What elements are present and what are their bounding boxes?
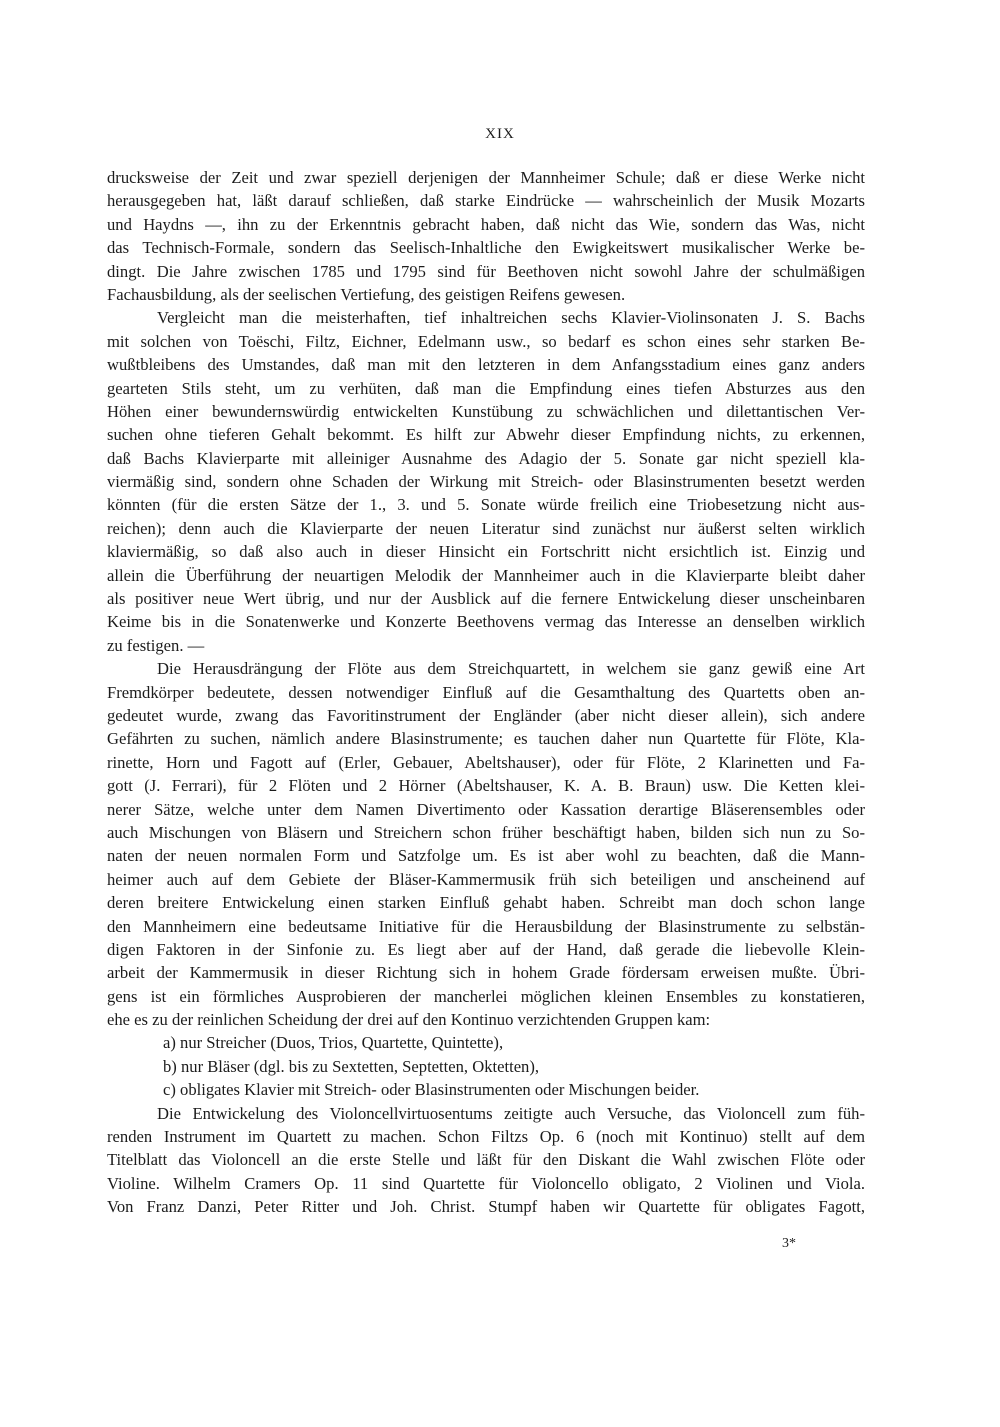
text-line: zu festigen. —	[107, 635, 205, 655]
text-line: den Mannheimern eine bedeutsame Initiative für die Herausbildung der Blasinstrumente zu selbstän-	[107, 916, 865, 936]
text-line: Die Entwickelung des Violoncellvirtuosentums zeitigte auch Versuche, das Violoncell zum füh-	[157, 1103, 865, 1123]
text-line: digen Faktoren in der Sinfonie zu. Es liegt aber auf der Hand, daß gerade die liebevolle Klein-	[107, 939, 865, 959]
text-line: naten der neuen normalen Form und Satzfolge um. Es ist aber wohl zu beachten, daß die Mann-	[107, 846, 865, 866]
text-line: und Haydns —, ihn zu der Erkenntnis gebracht haben, daß nicht das Wie, sondern das Was, nicht	[107, 214, 865, 234]
list-item: c) obligates Klavier mit Streich- oder Blasinstrumenten oder Mischungen beider.	[163, 1080, 700, 1100]
text-line: renden Instrument im Quartett zu machen. Schon Filtzs Op. 6 (noch mit Kontinuo) stellt auf dem	[107, 1127, 865, 1147]
text-line: dingt. Die Jahre zwischen 1785 und 1795 sind für Beethoven nicht sowohl Jahre der schulmäßigen	[107, 261, 865, 281]
text-line: Höhen einer bewundernswürdig entwickelten Kunstübung zu schwächlichen und dilettantischen Ver-	[107, 401, 865, 421]
text-line: daß Bachs Klavierparte mit alleiniger Ausnahme des Adagio der 5. Sonate gar nicht speziell kla-	[107, 448, 865, 468]
text-line: als positiver neue Wert übrig, und nur der Ausblick auf die fernere Entwickelung dieser unscheinbaren	[107, 589, 865, 609]
text-line: gott (J. Ferrari), für 2 Flöten und 2 Hörner (Abeltshauser, K. A. B. Braun) usw. Die Ketten klei-	[107, 776, 865, 796]
paragraph-2	[107, 306, 865, 657]
text-line: rinette, Horn und Fagott auf (Erler, Gebauer, Abeltshauser), oder für Flöte, 2 Klarinetten und Fa-	[107, 752, 865, 772]
text-line: Fremdkörper bedeutete, dessen notwendiger Einfluß auf die Gesamthaltung des Quartetts oben an-	[107, 682, 865, 702]
text-line: Vergleicht man die meisterhaften, tief inhaltreichen sechs Klavier-Violinsonaten J. S. Bachs	[157, 308, 865, 328]
text-line: Von Franz Danzi, Peter Ritter und Joh. Christ. Stumpf haben wir Quartette für obligates Fagott,	[107, 1197, 865, 1217]
page-number: XIX	[485, 126, 515, 142]
text-line: reichen); denn auch die Klavierparte der neuen Literatur sind zunächst nur äußerst selten wirklich	[107, 518, 865, 538]
text-line: gedeutet wurde, zwang das Favoritinstrument der Engländer (aber nicht dieser allein), sich andere	[107, 705, 865, 725]
text-line: viermäßig sind, sondern ohne Schaden der Wirkung mit Streich- oder Blasinstrumenten besetzt werden	[107, 472, 865, 492]
list-item: b) nur Bläser (dgl. bis zu Sextetten, Septetten, Oktetten),	[163, 1056, 540, 1076]
text-line: allein die Überführung der neuartigen Melodik der Mannheimer auch in die Klavierparte bleibt daher	[107, 565, 865, 585]
text-line: mit solchen von Toëschi, Filtz, Eichner, Edelmann usw., so bedarf es schon eines sehr starken Be-	[107, 331, 865, 351]
text-line: wußtbleibens des Umstandes, daß man mit den letzteren in dem Anfangsstadium eines ganz anders	[107, 355, 865, 375]
text-line: Die Herausdrängung der Flöte aus dem Streichquartett, in welchem sie ganz gewiß eine Art	[157, 659, 865, 679]
text-line: Gefährten zu suchen, nämlich andere Blasinstrumente; es tauchen daher nun Quartette für Flöte, Kla-	[107, 729, 865, 749]
text-line: drucksweise der Zeit und zwar speziell derjenigen der Mannheimer Schule; daß er diese Werke nicht	[107, 168, 865, 187]
text-line: gearteten Stils steht, um zu verhüten, daß man die Empfindung eines tiefen Absturzes aus den	[107, 378, 865, 398]
text-line: auch Mischungen von Bläsern und Streichern schon früher beschäftigt haben, bilden sich nun zu So-	[107, 822, 865, 842]
text-line: deren breitere Entwickelung einen starken Einfluß gehabt haben. Schreibt man doch schon lange	[107, 893, 865, 913]
paragraph-3	[107, 657, 865, 1031]
text-line: suchen ohne tieferen Gehalt bekommt. Es hilft zur Abwehr dieser Empfindung nichts, zu erkennen,	[107, 425, 865, 445]
ensemble-list	[107, 1031, 865, 1101]
text-line: Violine. Wilhelm Cramers Op. 11 sind Quartette für Violoncello obligato, 2 Violinen und Viola.	[107, 1173, 865, 1193]
text-line: könnten (für die ersten Sätze der 1., 3. und 5. Sonate würde freilich eine Triobesetzung nicht aus-	[107, 495, 865, 515]
body-text	[107, 166, 865, 1219]
text-line: Fachausbildung, als der seelischen Vertiefung, des geistigen Reifens gewesen.	[107, 284, 626, 304]
text-line: klaviermäßig, so daß also auch in dieser Hinsicht ein Fortschritt nicht ersichtlich ist. Einzig und	[107, 542, 865, 562]
text-line: das Technisch-Formale, sondern das Seelisch-Inhaltliche den Ewigkeitswert musikalischer Werke be-	[107, 238, 865, 258]
text-line: arbeit der Kammermusik in dieser Richtung sich in hohem Grade fördersam erweisen mußte. Übri-	[107, 963, 865, 983]
paragraph-4	[107, 1102, 865, 1219]
text-line: ehe es zu der reinlichen Scheidung der drei auf den Kontinuo verzichtenden Gruppen kam:	[107, 1010, 711, 1030]
text-line: gens ist ein förmliches Ausprobieren der mancherlei möglichen kleinen Ensembles zu konstatieren,	[107, 986, 865, 1006]
list-item: a) nur Streicher (Duos, Trios, Quartette, Quintette),	[163, 1033, 504, 1053]
text-line: Titelblatt das Violoncell an die erste Stelle und läßt für den Diskant die Wahl zwischen Flöte oder	[107, 1150, 865, 1170]
signature-mark: 3*	[782, 1236, 796, 1251]
text-line: Keime bis in die Sonatenwerke und Konzerte Beethovens vermag das Interesse an denselben wirklich	[107, 612, 865, 632]
text-line: heimer auch auf dem Gebiete der Bläser-Kammermusik früh sich beteiligen und anscheinend auf	[107, 869, 865, 889]
paragraph-1	[107, 166, 865, 306]
text-line: nerer Sätze, welche unter dem Namen Divertimento oder Kassation derartige Bläserensembles oder	[107, 799, 865, 819]
text-line: herausgegeben hat, läßt darauf schließen, daß starke Eindrücke — wahrscheinlich der Musik Mozarts	[107, 191, 865, 211]
